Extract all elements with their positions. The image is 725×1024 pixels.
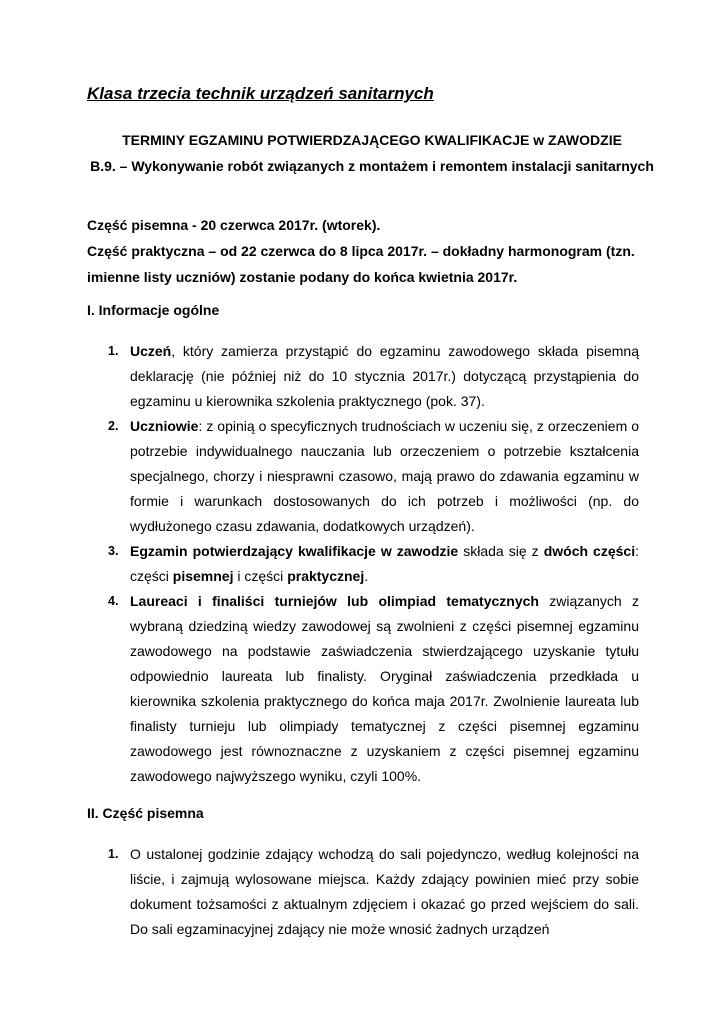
list-item-bold: Laureaci i finaliści turniejów lub olimpiad tematycznych (130, 593, 539, 609)
list-item-bold: Uczeń (130, 343, 172, 359)
practical-part-date: Część praktyczna – od 22 czerwca do 8 lipca 2017r. – dokładny harmonogram (tzn. imienne listy uczniów) zostanie podany do końca kwietnia 2017r. (87, 243, 635, 285)
written-part-date: Część pisemna - 20 czerwca 2017r. (wtorek). (87, 217, 381, 233)
list-item-text: O ustalonej godzinie zdający wchodzą do sali pojedynczo, według kolejności na liście, i zajmują wylosowane miejsca. Każdy zdający powinien mieć przy sobie dokument tożsamości z aktualnym zdjęciem i okazać go przed wejściem do sali. Do sali egzaminacyjnej zdający nie może wnosić żadnych urządzeń (130, 846, 639, 937)
list-item-text: związanych z wybraną dziedziną wiedzy zawodowej są zwolnieni z części pisemnej egzaminu zawodowego na podstawie zaświadczenia stwierdzającego uzyskanie tytułu odpowiednio laureata lub finalisty. Oryginał zaświadczenia przedkłada u kierownika szkolenia praktycznego do końca maja 2017r. Zwolnienie laureata lub finalisty turnieju lub olimpiady tematycznej z części pisemnej egzaminu zawodowego jest równoznaczne z uzyskaniem z części pisemnej egzaminu zawodowego najwyższego wyniku, czyli 100%. (130, 593, 639, 784)
list-item-number: 1. (108, 847, 119, 861)
list-item (108, 539, 639, 589)
list-item-number: 2. (108, 419, 119, 433)
list-item (108, 414, 639, 539)
list-item-bold: pisemnej (172, 568, 234, 584)
document-title: Klasa trzecia technik urządzeń sanitarnych (87, 84, 434, 103)
list-item-bold: Egzamin potwierdzający kwalifikacje w zawodzie (130, 543, 459, 559)
list-item-text: . (364, 568, 369, 584)
exam-dates (87, 212, 667, 290)
list-item-text: i części (233, 568, 288, 584)
general-info-list (108, 339, 639, 789)
section-heading-general: I. Informacje ogólne (87, 302, 220, 318)
list-item-text: : części (130, 543, 639, 584)
exam-header-line1: TERMINY EGZAMINU POTWIERDZAJĄCEGO KWALIFIKACJE w ZAWODZIE (122, 132, 622, 148)
list-item-bold: Uczniowie (130, 418, 199, 434)
list-item-number: 1. (108, 344, 119, 358)
list-item-text: składa się z (458, 543, 544, 559)
exam-header-line2: B.9. – Wykonywanie robót związanych z montażem i remontem instalacji sanitarnych (90, 158, 654, 174)
list-item-number: 3. (108, 544, 119, 558)
written-part-list (108, 842, 639, 942)
list-item-text: , który zamierza przystąpić do egzaminu zawodowego składa pisemną deklarację (nie później niż do 10 stycznia 2017r.) dotyczącą przystąpienia do egzaminu u kierownika szkolenia praktycznego (pok. 37). (130, 343, 639, 409)
exam-header (87, 127, 657, 179)
list-item-bold: dwóch części (543, 543, 636, 559)
section-heading-written: II. Część pisemna (87, 805, 204, 821)
list-item (108, 842, 639, 942)
list-item (108, 589, 639, 789)
list-item (108, 339, 639, 414)
list-item-text: : z opinią o specyficznych trudnościach w uczeniu się, z orzeczeniem o potrzebie indywidualnego nauczania lub orzeczeniem o potrzebie kształcenia specjalnego, chorzy i niesprawni czasowo, mają prawo do zdawania egzaminu w formie i warunkach dostosowanych do ich potrzeb i możliwości (np. do wydłużonego czasu zdawania, dodatkowych urządzeń). (130, 418, 639, 534)
list-item-bold: praktycznej (287, 568, 365, 584)
list-item-number: 4. (108, 594, 119, 608)
